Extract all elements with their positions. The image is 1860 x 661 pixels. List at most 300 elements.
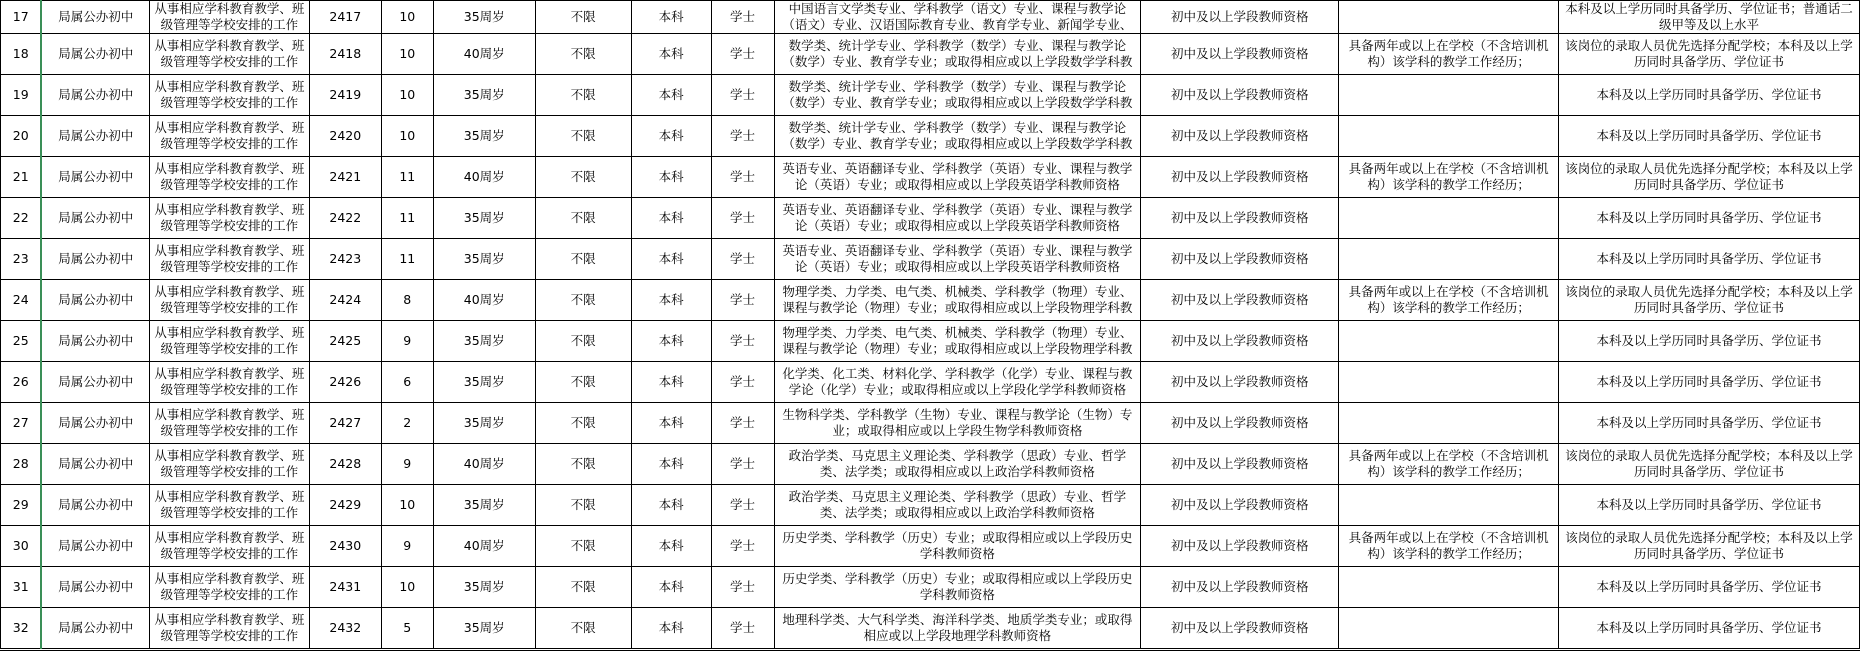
department-cell[interactable] bbox=[41, 403, 149, 444]
department-cell-text: 局属公办初中 bbox=[58, 128, 134, 143]
job-duty-cell[interactable] bbox=[149, 75, 309, 116]
teacher-certificate-cell[interactable] bbox=[1141, 608, 1339, 649]
table-row[interactable] bbox=[1, 403, 1860, 444]
degree-cell-text: 学士 bbox=[730, 374, 756, 389]
major-requirement-cell[interactable] bbox=[774, 444, 1141, 485]
row-number-cell[interactable] bbox=[1, 403, 42, 444]
teacher-certificate-cell[interactable] bbox=[1141, 116, 1339, 157]
row-number-cell-text: 27 bbox=[12, 415, 29, 430]
political-status-cell[interactable] bbox=[535, 198, 631, 239]
other-conditions-cell[interactable] bbox=[1559, 1, 1860, 34]
job-duty-cell-text: 从事相应学科教育教学、班级管理等学校安排的工作 bbox=[154, 448, 305, 479]
teacher-certificate-cell-text: 初中及以上学段教师资格 bbox=[1171, 456, 1309, 471]
headcount-cell-text: 6 bbox=[403, 374, 412, 389]
age-limit-cell-text: 35周岁 bbox=[463, 333, 505, 348]
age-limit-cell-text: 40周岁 bbox=[463, 456, 505, 471]
job-duty-cell[interactable] bbox=[149, 198, 309, 239]
position-code-cell[interactable] bbox=[309, 403, 381, 444]
work-experience-cell[interactable] bbox=[1339, 280, 1559, 321]
work-experience-cell[interactable] bbox=[1339, 34, 1559, 75]
age-limit-cell[interactable] bbox=[433, 567, 535, 608]
other-conditions-cell[interactable] bbox=[1559, 280, 1860, 321]
headcount-cell[interactable] bbox=[381, 157, 433, 198]
age-limit-cell[interactable] bbox=[433, 485, 535, 526]
job-duty-cell[interactable] bbox=[149, 34, 309, 75]
age-limit-cell[interactable] bbox=[433, 239, 535, 280]
education-cell[interactable] bbox=[631, 157, 711, 198]
teacher-certificate-cell[interactable] bbox=[1141, 75, 1339, 116]
headcount-cell[interactable] bbox=[381, 526, 433, 567]
position-code-cell-text: 2421 bbox=[329, 169, 362, 184]
teacher-certificate-cell-text: 初中及以上学段教师资格 bbox=[1171, 169, 1309, 184]
work-experience-cell[interactable] bbox=[1339, 321, 1559, 362]
age-limit-cell[interactable] bbox=[433, 526, 535, 567]
education-cell-text: 本科 bbox=[658, 46, 684, 61]
other-conditions-cell[interactable] bbox=[1559, 526, 1860, 567]
headcount-cell[interactable] bbox=[381, 239, 433, 280]
education-cell-text: 本科 bbox=[658, 415, 684, 430]
teacher-certificate-cell[interactable] bbox=[1141, 1, 1339, 34]
headcount-cell-text: 10 bbox=[399, 497, 416, 512]
age-limit-cell[interactable] bbox=[433, 321, 535, 362]
row-number-cell[interactable] bbox=[1, 198, 42, 239]
political-status-cell[interactable] bbox=[535, 526, 631, 567]
work-experience-cell[interactable] bbox=[1339, 485, 1559, 526]
row-number-cell-text: 19 bbox=[12, 87, 29, 102]
job-duty-cell-text: 从事相应学科教育教学、班级管理等学校安排的工作 bbox=[154, 161, 305, 192]
political-status-cell[interactable] bbox=[535, 321, 631, 362]
other-conditions-cell[interactable] bbox=[1559, 34, 1860, 75]
department-cell[interactable] bbox=[41, 526, 149, 567]
major-requirement-cell[interactable] bbox=[774, 321, 1141, 362]
degree-cell[interactable] bbox=[711, 280, 774, 321]
major-requirement-cell[interactable] bbox=[774, 1, 1141, 34]
row-number-cell[interactable] bbox=[1, 75, 42, 116]
degree-cell[interactable] bbox=[711, 321, 774, 362]
position-code-cell-text: 2427 bbox=[329, 415, 362, 430]
headcount-cell[interactable] bbox=[381, 280, 433, 321]
degree-cell-text: 学士 bbox=[730, 333, 756, 348]
table-row[interactable] bbox=[1, 34, 1860, 75]
major-requirement-cell[interactable] bbox=[774, 362, 1141, 403]
teacher-certificate-cell[interactable] bbox=[1141, 567, 1339, 608]
job-duty-cell[interactable] bbox=[149, 362, 309, 403]
degree-cell[interactable] bbox=[711, 157, 774, 198]
age-limit-cell[interactable] bbox=[433, 280, 535, 321]
headcount-cell[interactable] bbox=[381, 608, 433, 649]
table-row[interactable] bbox=[1, 485, 1860, 526]
political-status-cell[interactable] bbox=[535, 116, 631, 157]
other-conditions-cell[interactable] bbox=[1559, 403, 1860, 444]
work-experience-cell[interactable] bbox=[1339, 444, 1559, 485]
position-code-cell[interactable] bbox=[309, 444, 381, 485]
political-status-cell[interactable] bbox=[535, 567, 631, 608]
headcount-cell-text: 9 bbox=[403, 333, 412, 348]
education-cell[interactable] bbox=[631, 526, 711, 567]
work-experience-cell-text: 具备两年或以上在学校（不含培训机构）该学科的教学工作经历； bbox=[1348, 161, 1549, 192]
job-duty-cell-text: 从事相应学科教育教学、班级管理等学校安排的工作 bbox=[154, 612, 305, 643]
work-experience-cell[interactable] bbox=[1339, 403, 1559, 444]
department-cell[interactable] bbox=[41, 362, 149, 403]
political-status-cell-text: 不限 bbox=[570, 292, 596, 307]
major-requirement-cell[interactable] bbox=[774, 75, 1141, 116]
teacher-certificate-cell-text: 初中及以上学段教师资格 bbox=[1171, 579, 1309, 594]
job-duty-cell[interactable] bbox=[149, 403, 309, 444]
work-experience-cell[interactable] bbox=[1339, 567, 1559, 608]
political-status-cell[interactable] bbox=[535, 280, 631, 321]
education-cell[interactable] bbox=[631, 608, 711, 649]
education-cell-text: 本科 bbox=[658, 128, 684, 143]
degree-cell[interactable] bbox=[711, 485, 774, 526]
department-cell-text: 局属公办初中 bbox=[58, 620, 134, 635]
table-row[interactable] bbox=[1, 526, 1860, 567]
degree-cell[interactable] bbox=[711, 239, 774, 280]
row-number-cell[interactable] bbox=[1, 280, 42, 321]
other-conditions-cell[interactable] bbox=[1559, 157, 1860, 198]
education-cell[interactable] bbox=[631, 34, 711, 75]
position-code-cell[interactable] bbox=[309, 157, 381, 198]
headcount-cell[interactable] bbox=[381, 1, 433, 34]
table-row[interactable] bbox=[1, 280, 1860, 321]
political-status-cell[interactable] bbox=[535, 239, 631, 280]
work-experience-cell[interactable] bbox=[1339, 1, 1559, 34]
job-duty-cell[interactable] bbox=[149, 567, 309, 608]
work-experience-cell[interactable] bbox=[1339, 157, 1559, 198]
teacher-certificate-cell[interactable] bbox=[1141, 239, 1339, 280]
education-cell-text: 本科 bbox=[658, 169, 684, 184]
degree-cell[interactable] bbox=[711, 362, 774, 403]
age-limit-cell[interactable] bbox=[433, 157, 535, 198]
degree-cell[interactable] bbox=[711, 198, 774, 239]
department-cell[interactable] bbox=[41, 1, 149, 34]
department-cell-text: 局属公办初中 bbox=[58, 333, 134, 348]
other-conditions-cell-text: 该岗位的录取人员优先选择分配学校；本科及以上学历同时具备学历、学位证书 bbox=[1565, 448, 1853, 479]
political-status-cell[interactable] bbox=[535, 608, 631, 649]
major-requirement-cell[interactable] bbox=[774, 280, 1141, 321]
other-conditions-cell[interactable] bbox=[1559, 567, 1860, 608]
department-cell[interactable] bbox=[41, 485, 149, 526]
work-experience-cell[interactable] bbox=[1339, 526, 1559, 567]
department-cell[interactable] bbox=[41, 239, 149, 280]
headcount-cell[interactable] bbox=[381, 444, 433, 485]
table-row[interactable] bbox=[1, 239, 1860, 280]
row-number-cell[interactable] bbox=[1, 526, 42, 567]
headcount-cell[interactable] bbox=[381, 75, 433, 116]
position-code-cell[interactable] bbox=[309, 116, 381, 157]
age-limit-cell-text: 35周岁 bbox=[463, 620, 505, 635]
row-number-cell-text: 17 bbox=[12, 9, 29, 24]
age-limit-cell-text: 35周岁 bbox=[463, 579, 505, 594]
political-status-cell[interactable] bbox=[535, 444, 631, 485]
work-experience-cell[interactable] bbox=[1339, 116, 1559, 157]
other-conditions-cell[interactable] bbox=[1559, 116, 1860, 157]
education-cell[interactable] bbox=[631, 1, 711, 34]
position-code-cell-text: 2429 bbox=[329, 497, 362, 512]
headcount-cell-text: 11 bbox=[399, 169, 416, 184]
age-limit-cell[interactable] bbox=[433, 403, 535, 444]
table-row[interactable] bbox=[1, 321, 1860, 362]
other-conditions-cell[interactable] bbox=[1559, 321, 1860, 362]
job-duty-cell[interactable] bbox=[149, 239, 309, 280]
position-code-cell[interactable] bbox=[309, 198, 381, 239]
work-experience-cell[interactable] bbox=[1339, 608, 1559, 649]
headcount-cell-text: 10 bbox=[399, 46, 416, 61]
political-status-cell[interactable] bbox=[535, 485, 631, 526]
row-number-cell[interactable] bbox=[1, 567, 42, 608]
position-code-cell[interactable] bbox=[309, 485, 381, 526]
other-conditions-cell[interactable] bbox=[1559, 608, 1860, 649]
other-conditions-cell[interactable] bbox=[1559, 75, 1860, 116]
degree-cell[interactable] bbox=[711, 75, 774, 116]
job-duty-cell-text: 从事相应学科教育教学、班级管理等学校安排的工作 bbox=[154, 284, 305, 315]
position-code-cell-text: 2432 bbox=[329, 620, 362, 635]
headcount-cell[interactable] bbox=[381, 567, 433, 608]
work-experience-cell[interactable] bbox=[1339, 75, 1559, 116]
teacher-certificate-cell[interactable] bbox=[1141, 198, 1339, 239]
job-duty-cell-text: 从事相应学科教育教学、班级管理等学校安排的工作 bbox=[154, 1, 305, 32]
education-cell[interactable] bbox=[631, 321, 711, 362]
department-cell[interactable] bbox=[41, 321, 149, 362]
position-code-cell[interactable] bbox=[309, 526, 381, 567]
table-row[interactable] bbox=[1, 444, 1860, 485]
major-requirement-cell[interactable] bbox=[774, 239, 1141, 280]
education-cell[interactable] bbox=[631, 280, 711, 321]
other-conditions-cell-text: 本科及以上学历同时具备学历、学位证书 bbox=[1596, 128, 1822, 143]
job-duty-cell[interactable] bbox=[149, 526, 309, 567]
position-code-cell-text: 2428 bbox=[329, 456, 362, 471]
row-number-cell[interactable] bbox=[1, 608, 42, 649]
teacher-certificate-cell[interactable] bbox=[1141, 444, 1339, 485]
job-duty-cell[interactable] bbox=[149, 444, 309, 485]
teacher-certificate-cell-text: 初中及以上学段教师资格 bbox=[1171, 9, 1309, 24]
degree-cell[interactable] bbox=[711, 567, 774, 608]
department-cell[interactable] bbox=[41, 75, 149, 116]
degree-cell-text: 学士 bbox=[730, 251, 756, 266]
major-requirement-cell[interactable] bbox=[774, 526, 1141, 567]
major-requirement-cell[interactable] bbox=[774, 34, 1141, 75]
headcount-cell[interactable] bbox=[381, 403, 433, 444]
table-row[interactable] bbox=[1, 362, 1860, 403]
teacher-certificate-cell-text: 初中及以上学段教师资格 bbox=[1171, 538, 1309, 553]
other-conditions-cell-text: 本科及以上学历同时具备学历、学位证书；普通话二级甲等及以上水平 bbox=[1565, 1, 1853, 32]
department-cell[interactable] bbox=[41, 608, 149, 649]
job-duty-cell[interactable] bbox=[149, 1, 309, 34]
major-requirement-cell[interactable] bbox=[774, 567, 1141, 608]
major-requirement-cell[interactable] bbox=[774, 403, 1141, 444]
job-duty-cell-text: 从事相应学科教育教学、班级管理等学校安排的工作 bbox=[154, 325, 305, 356]
education-cell-text: 本科 bbox=[658, 456, 684, 471]
row-number-cell-text: 32 bbox=[12, 620, 29, 635]
age-limit-cell[interactable] bbox=[433, 444, 535, 485]
age-limit-cell-text: 35周岁 bbox=[463, 9, 505, 24]
headcount-cell[interactable] bbox=[381, 198, 433, 239]
department-cell-text: 局属公办初中 bbox=[58, 292, 134, 307]
teacher-certificate-cell[interactable] bbox=[1141, 403, 1339, 444]
job-duty-cell[interactable] bbox=[149, 280, 309, 321]
political-status-cell-text: 不限 bbox=[570, 456, 596, 471]
position-code-cell[interactable] bbox=[309, 75, 381, 116]
other-conditions-cell[interactable] bbox=[1559, 485, 1860, 526]
headcount-cell[interactable] bbox=[381, 485, 433, 526]
political-status-cell-text: 不限 bbox=[570, 251, 596, 266]
work-experience-cell[interactable] bbox=[1339, 239, 1559, 280]
headcount-cell-text: 11 bbox=[399, 210, 416, 225]
major-requirement-cell[interactable] bbox=[774, 116, 1141, 157]
age-limit-cell-text: 40周岁 bbox=[463, 538, 505, 553]
work-experience-cell-text: 具备两年或以上在学校（不含培训机构）该学科的教学工作经历； bbox=[1348, 448, 1549, 479]
other-conditions-cell[interactable] bbox=[1559, 198, 1860, 239]
degree-cell-text: 学士 bbox=[730, 579, 756, 594]
age-limit-cell[interactable] bbox=[433, 34, 535, 75]
degree-cell-text: 学士 bbox=[730, 497, 756, 512]
headcount-cell-text: 10 bbox=[399, 87, 416, 102]
headcount-cell[interactable] bbox=[381, 34, 433, 75]
degree-cell[interactable] bbox=[711, 444, 774, 485]
job-duty-cell[interactable] bbox=[149, 157, 309, 198]
education-cell[interactable] bbox=[631, 362, 711, 403]
job-duty-cell[interactable] bbox=[149, 608, 309, 649]
degree-cell[interactable] bbox=[711, 526, 774, 567]
age-limit-cell[interactable] bbox=[433, 608, 535, 649]
teacher-certificate-cell[interactable] bbox=[1141, 34, 1339, 75]
department-cell[interactable] bbox=[41, 567, 149, 608]
work-experience-cell-text: 具备两年或以上在学校（不含培训机构）该学科的教学工作经历； bbox=[1348, 284, 1549, 315]
department-cell-text: 局属公办初中 bbox=[58, 87, 134, 102]
age-limit-cell-text: 35周岁 bbox=[463, 87, 505, 102]
job-duty-cell[interactable] bbox=[149, 485, 309, 526]
education-cell[interactable] bbox=[631, 239, 711, 280]
political-status-cell-text: 不限 bbox=[570, 87, 596, 102]
teacher-certificate-cell[interactable] bbox=[1141, 157, 1339, 198]
age-limit-cell[interactable] bbox=[433, 75, 535, 116]
political-status-cell[interactable] bbox=[535, 157, 631, 198]
table-row[interactable] bbox=[1, 608, 1860, 649]
age-limit-cell[interactable] bbox=[433, 198, 535, 239]
headcount-cell[interactable] bbox=[381, 321, 433, 362]
table-row[interactable] bbox=[1, 116, 1860, 157]
row-number-cell[interactable] bbox=[1, 34, 42, 75]
row-number-cell[interactable] bbox=[1, 485, 42, 526]
age-limit-cell-text: 35周岁 bbox=[463, 415, 505, 430]
major-requirement-cell-text: 中国语言文学类专业、学科教学（语文）专业、课程与教学论（语文）专业、汉语国际教育专业、教育学专业、新闻学专业、 bbox=[782, 1, 1133, 32]
education-cell[interactable] bbox=[631, 567, 711, 608]
position-code-cell-text: 2431 bbox=[329, 579, 362, 594]
position-code-cell[interactable] bbox=[309, 362, 381, 403]
degree-cell[interactable] bbox=[711, 34, 774, 75]
degree-cell[interactable] bbox=[711, 403, 774, 444]
department-cell[interactable] bbox=[41, 444, 149, 485]
degree-cell-text: 学士 bbox=[730, 169, 756, 184]
table-row[interactable] bbox=[1, 567, 1860, 608]
position-code-cell[interactable] bbox=[309, 34, 381, 75]
department-cell[interactable] bbox=[41, 34, 149, 75]
department-cell-text: 局属公办初中 bbox=[58, 169, 134, 184]
department-cell[interactable] bbox=[41, 280, 149, 321]
position-code-cell[interactable] bbox=[309, 280, 381, 321]
table-row[interactable] bbox=[1, 75, 1860, 116]
political-status-cell-text: 不限 bbox=[570, 415, 596, 430]
department-cell[interactable] bbox=[41, 157, 149, 198]
teacher-certificate-cell[interactable] bbox=[1141, 321, 1339, 362]
education-cell[interactable] bbox=[631, 75, 711, 116]
row-number-cell[interactable] bbox=[1, 239, 42, 280]
headcount-cell-text: 11 bbox=[399, 251, 416, 266]
department-cell-text: 局属公办初中 bbox=[58, 579, 134, 594]
table-row[interactable] bbox=[1, 1, 1860, 34]
education-cell[interactable] bbox=[631, 444, 711, 485]
other-conditions-cell[interactable] bbox=[1559, 444, 1860, 485]
degree-cell[interactable] bbox=[711, 116, 774, 157]
row-number-cell[interactable] bbox=[1, 362, 42, 403]
education-cell[interactable] bbox=[631, 116, 711, 157]
other-conditions-cell-text: 该岗位的录取人员优先选择分配学校；本科及以上学历同时具备学历、学位证书 bbox=[1565, 161, 1853, 192]
teacher-certificate-cell[interactable] bbox=[1141, 362, 1339, 403]
major-requirement-cell[interactable] bbox=[774, 198, 1141, 239]
department-cell[interactable] bbox=[41, 116, 149, 157]
position-code-cell[interactable] bbox=[309, 1, 381, 34]
teacher-certificate-cell[interactable] bbox=[1141, 280, 1339, 321]
age-limit-cell-text: 35周岁 bbox=[463, 210, 505, 225]
age-limit-cell[interactable] bbox=[433, 362, 535, 403]
position-code-cell[interactable] bbox=[309, 321, 381, 362]
position-code-cell[interactable] bbox=[309, 239, 381, 280]
major-requirement-cell[interactable] bbox=[774, 608, 1141, 649]
job-duty-cell[interactable] bbox=[149, 321, 309, 362]
political-status-cell[interactable] bbox=[535, 34, 631, 75]
political-status-cell[interactable] bbox=[535, 1, 631, 34]
teacher-certificate-cell-text: 初中及以上学段教师资格 bbox=[1171, 415, 1309, 430]
table-row[interactable] bbox=[1, 198, 1860, 239]
education-cell[interactable] bbox=[631, 198, 711, 239]
degree-cell[interactable] bbox=[711, 608, 774, 649]
table-row[interactable] bbox=[1, 157, 1860, 198]
degree-cell[interactable] bbox=[711, 1, 774, 34]
row-number-cell[interactable] bbox=[1, 116, 42, 157]
age-limit-cell[interactable] bbox=[433, 1, 535, 34]
job-duty-cell[interactable] bbox=[149, 116, 309, 157]
work-experience-cell[interactable] bbox=[1339, 198, 1559, 239]
other-conditions-cell[interactable] bbox=[1559, 239, 1860, 280]
major-requirement-cell-text: 政治学类、马克思主义理论类、学科教学（思政）专业、哲学类、法学类；或取得相应或以上政治学科教师资格 bbox=[788, 489, 1127, 520]
row-number-cell[interactable] bbox=[1, 1, 42, 34]
work-experience-cell[interactable] bbox=[1339, 362, 1559, 403]
education-cell[interactable] bbox=[631, 485, 711, 526]
department-cell-text: 局属公办初中 bbox=[58, 46, 134, 61]
major-requirement-cell-text: 数学类、统计学专业、学科教学（数学）专业、课程与教学论（数学）专业、教育学专业；或取得相应或以上学段数学学科教 bbox=[782, 38, 1133, 69]
headcount-cell[interactable] bbox=[381, 116, 433, 157]
political-status-cell[interactable] bbox=[535, 362, 631, 403]
row-number-cell[interactable] bbox=[1, 321, 42, 362]
education-cell[interactable] bbox=[631, 403, 711, 444]
position-code-cell[interactable] bbox=[309, 567, 381, 608]
row-number-cell[interactable] bbox=[1, 444, 42, 485]
department-cell[interactable] bbox=[41, 198, 149, 239]
position-code-cell[interactable] bbox=[309, 608, 381, 649]
major-requirement-cell[interactable] bbox=[774, 485, 1141, 526]
age-limit-cell-text: 40周岁 bbox=[463, 46, 505, 61]
row-number-cell[interactable] bbox=[1, 157, 42, 198]
age-limit-cell[interactable] bbox=[433, 116, 535, 157]
teacher-certificate-cell[interactable] bbox=[1141, 526, 1339, 567]
headcount-cell[interactable] bbox=[381, 362, 433, 403]
other-conditions-cell[interactable] bbox=[1559, 362, 1860, 403]
row-number-cell-text: 29 bbox=[12, 497, 29, 512]
political-status-cell[interactable] bbox=[535, 403, 631, 444]
major-requirement-cell-text: 英语专业、英语翻译专业、学科教学（英语）专业、课程与教学论（英语）专业；或取得相应或以上学段英语学科教师资格 bbox=[782, 161, 1133, 192]
political-status-cell[interactable] bbox=[535, 75, 631, 116]
teacher-certificate-cell[interactable] bbox=[1141, 485, 1339, 526]
major-requirement-cell[interactable] bbox=[774, 157, 1141, 198]
